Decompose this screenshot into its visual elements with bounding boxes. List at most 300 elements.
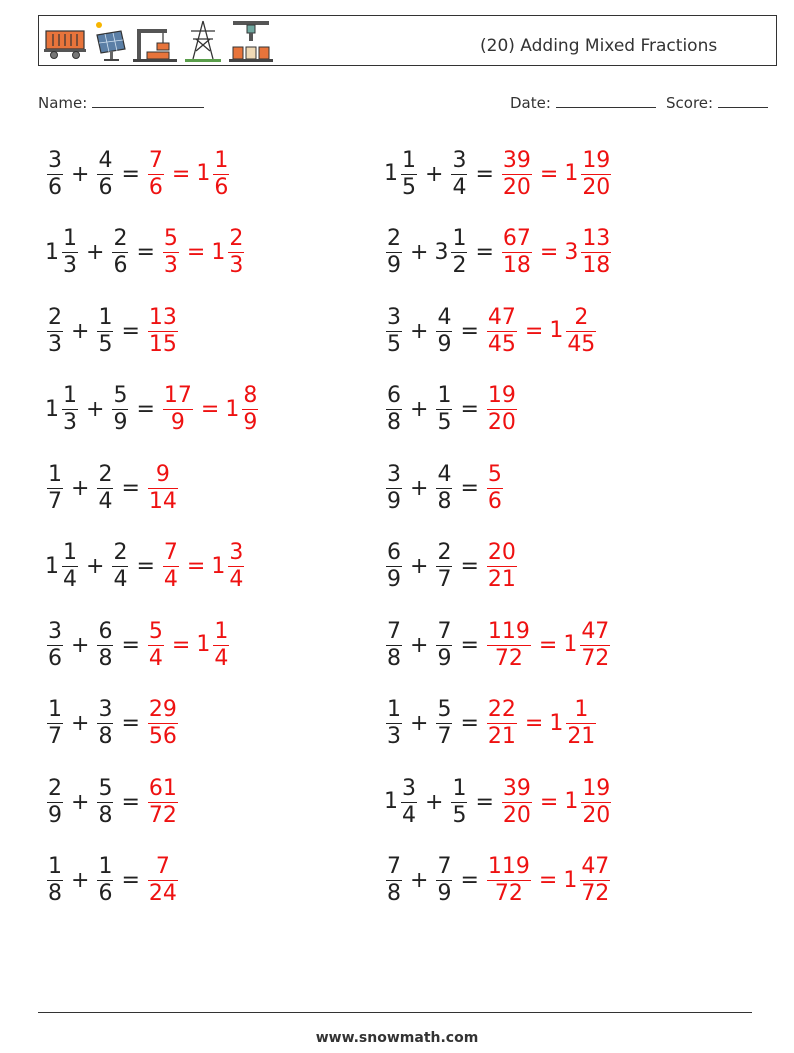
- problem-7: [45, 378, 260, 442]
- problem-19: [45, 849, 180, 913]
- denominator: 4: [402, 802, 416, 828]
- denominator: 6: [487, 488, 502, 514]
- fraction: [148, 305, 178, 358]
- denominator: 9: [113, 410, 128, 435]
- numerator: 5: [487, 461, 502, 487]
- fraction: [436, 697, 452, 750]
- fraction: [148, 776, 178, 829]
- answer-equals-sign: =: [171, 161, 191, 187]
- numerator: 3: [402, 775, 416, 801]
- answer-mixed: [564, 776, 613, 829]
- denominator: 5: [452, 802, 467, 828]
- whole-part: 3: [434, 239, 449, 265]
- mixed-number: [95, 462, 115, 515]
- denominator: 9: [387, 253, 401, 278]
- numerator: 2: [113, 540, 128, 565]
- denominator: 3: [229, 253, 244, 278]
- fraction: [97, 776, 113, 829]
- denominator: 9: [170, 410, 185, 435]
- denominator: 7: [437, 724, 452, 749]
- answer-mixed: [225, 383, 260, 436]
- numerator: 17: [163, 383, 192, 408]
- denominator: 21: [567, 724, 596, 749]
- numerator: 13: [582, 226, 611, 251]
- denominator: 3: [63, 253, 77, 278]
- fraction: [386, 383, 402, 436]
- numerator: 7: [437, 854, 452, 879]
- fraction: [487, 540, 517, 593]
- numerator: 3: [48, 618, 62, 644]
- fraction: [97, 148, 113, 201]
- answer-improper: [485, 305, 519, 358]
- numerator: 8: [243, 383, 258, 408]
- equals-sign: =: [136, 397, 155, 422]
- denominator: 9: [387, 567, 401, 592]
- denominator: 9: [48, 802, 62, 828]
- numerator: 20: [487, 540, 516, 565]
- fraction: [451, 148, 467, 201]
- denominator: 18: [502, 253, 531, 278]
- equals-sign: =: [121, 161, 140, 187]
- answer-improper: [146, 697, 180, 750]
- answer-equals-sign: =: [539, 240, 559, 265]
- denominator: 9: [437, 881, 452, 906]
- mixed-number: [449, 148, 469, 201]
- problem-16: [384, 692, 598, 756]
- mixed-number: [384, 462, 404, 515]
- fraction: [436, 462, 452, 515]
- answer-improper: [485, 854, 533, 907]
- whole-part: 1: [564, 789, 579, 814]
- fraction: [47, 697, 63, 750]
- numerator: 1: [452, 775, 467, 801]
- mixed-number: [45, 540, 80, 593]
- mixed-number: [45, 226, 80, 279]
- answer-equals-sign: =: [539, 161, 559, 187]
- date-blank[interactable]: [556, 92, 656, 108]
- fraction: [112, 383, 128, 436]
- denominator: 6: [98, 174, 113, 200]
- denominator: 20: [582, 802, 611, 828]
- fraction: [436, 383, 452, 436]
- denominator: 3: [63, 410, 77, 435]
- train-wagon-icon: [43, 21, 87, 61]
- fraction: [97, 854, 113, 907]
- plus-sign: +: [410, 240, 429, 265]
- mixed-number: [110, 383, 130, 436]
- fraction: [386, 462, 402, 515]
- numerator: 5: [437, 697, 452, 722]
- problem-14: [384, 613, 612, 677]
- denominator: 15: [148, 331, 177, 357]
- equals-sign: =: [460, 397, 479, 422]
- fraction: [386, 226, 402, 279]
- numerator: 2: [574, 304, 589, 330]
- equals-sign: =: [475, 240, 494, 265]
- numerator: 19: [582, 147, 611, 173]
- numerator: 3: [229, 540, 244, 565]
- fraction: [581, 226, 611, 279]
- fraction: [97, 619, 113, 672]
- denominator: 9: [437, 331, 452, 357]
- denominator: 72: [494, 645, 523, 671]
- answer-mixed: [196, 619, 231, 672]
- numerator: 1: [48, 461, 62, 487]
- numerator: 19: [487, 383, 516, 408]
- fraction: [97, 305, 113, 358]
- answer-improper: [485, 462, 505, 515]
- whole-part: 1: [563, 867, 578, 893]
- denominator: 4: [148, 645, 163, 671]
- mixed-number: [45, 697, 65, 750]
- answer-improper: [146, 619, 166, 672]
- mixed-number: [45, 148, 65, 201]
- problem-15: [45, 692, 180, 756]
- numerator: 7: [148, 147, 163, 173]
- numerator: 2: [113, 226, 128, 251]
- denominator: 7: [437, 567, 452, 592]
- numerator: 3: [48, 147, 62, 173]
- fraction: [47, 462, 63, 515]
- numerator: 47: [581, 854, 610, 879]
- numerator: 39: [502, 775, 531, 801]
- numerator: 7: [437, 618, 452, 644]
- whole-part: 1: [45, 396, 59, 422]
- plus-sign: +: [71, 632, 90, 658]
- whole-part: 3: [564, 239, 579, 265]
- plus-sign: +: [71, 711, 90, 736]
- fraction: [401, 148, 417, 201]
- denominator: 4: [63, 567, 77, 592]
- denominator: 4: [452, 174, 467, 200]
- whole-part: 1: [211, 553, 226, 579]
- fraction: [47, 854, 63, 907]
- factory-icon: [229, 19, 273, 63]
- denominator: 6: [48, 174, 62, 200]
- numerator: 1: [387, 697, 401, 722]
- mixed-number: [384, 776, 419, 829]
- whole-part: 1: [384, 789, 398, 814]
- answer-mixed: [211, 540, 246, 593]
- mixed-number: [95, 854, 115, 907]
- fraction: [112, 540, 128, 593]
- whole-part: 1: [45, 239, 59, 265]
- equals-sign: =: [121, 711, 140, 736]
- numerator: 7: [155, 854, 170, 879]
- equals-sign: =: [460, 711, 479, 736]
- mixed-number: [384, 305, 404, 358]
- answer-improper: [161, 226, 181, 279]
- mixed-number: [384, 854, 404, 907]
- numerator: 3: [452, 147, 467, 173]
- fraction: [112, 226, 128, 279]
- numerator: 2: [48, 304, 62, 330]
- fraction: [502, 226, 532, 279]
- denominator: 5: [437, 410, 452, 435]
- score-field: [666, 92, 768, 112]
- fraction: [487, 383, 517, 436]
- answer-mixed: [563, 854, 612, 907]
- mixed-number: [45, 854, 65, 907]
- whole-part: 1: [225, 396, 240, 422]
- plus-sign: +: [410, 868, 429, 893]
- mixed-number: [434, 619, 454, 672]
- mixed-number: [384, 226, 404, 279]
- answer-improper: [485, 383, 519, 436]
- equals-sign: =: [121, 868, 140, 893]
- fraction: [386, 619, 402, 672]
- answer-improper: [161, 383, 195, 436]
- denominator: 3: [387, 724, 401, 749]
- denominator: 5: [402, 174, 416, 200]
- denominator: 21: [487, 567, 516, 592]
- fraction: [436, 540, 452, 593]
- numerator: 3: [387, 461, 401, 487]
- numerator: 5: [148, 618, 163, 644]
- fraction: [148, 854, 178, 907]
- numerator: 1: [48, 697, 62, 722]
- mixed-number: [434, 462, 454, 515]
- denominator: 3: [48, 331, 62, 357]
- denominator: 8: [98, 645, 113, 671]
- denominator: 8: [48, 881, 62, 906]
- fraction: [148, 697, 178, 750]
- problem-8: [384, 378, 519, 442]
- numerator: 22: [487, 697, 516, 722]
- answer-improper: [500, 776, 534, 829]
- numerator: 4: [437, 304, 452, 330]
- denominator: 3: [163, 253, 178, 278]
- mixed-number: [434, 226, 469, 279]
- denominator: 72: [581, 881, 610, 906]
- date-field: [510, 92, 656, 112]
- problem-13: [45, 613, 231, 677]
- name-label: Name:: [38, 94, 88, 112]
- denominator: 72: [581, 645, 610, 671]
- denominator: 8: [98, 724, 113, 749]
- fraction: [148, 619, 164, 672]
- answer-equals-sign: =: [538, 632, 558, 658]
- fraction: [386, 305, 402, 358]
- numerator: 1: [63, 383, 77, 408]
- problem-20: [384, 849, 612, 913]
- mixed-number: [95, 697, 115, 750]
- denominator: 45: [567, 331, 596, 357]
- date-label: Date:: [510, 94, 551, 112]
- denominator: 72: [494, 881, 523, 906]
- score-label: Score:: [666, 94, 714, 112]
- fraction: [487, 697, 517, 750]
- numerator: 1: [63, 540, 77, 565]
- numerator: 1: [452, 226, 467, 251]
- answer-improper: [161, 540, 181, 593]
- denominator: 8: [98, 802, 113, 828]
- fraction: [487, 462, 503, 515]
- numerator: 1: [574, 697, 589, 722]
- fraction: [386, 697, 402, 750]
- mixed-number: [45, 305, 65, 358]
- problem-6: [384, 299, 598, 363]
- mixed-number: [45, 619, 65, 672]
- plus-sign: +: [410, 318, 429, 344]
- equals-sign: =: [460, 318, 479, 344]
- mixed-number: [45, 383, 80, 436]
- fraction: [436, 854, 452, 907]
- plus-sign: +: [71, 789, 90, 815]
- denominator: 6: [214, 174, 229, 200]
- numerator: 13: [148, 304, 177, 330]
- numerator: 2: [229, 226, 244, 251]
- numerator: 6: [387, 383, 401, 408]
- equals-sign: =: [460, 632, 479, 658]
- denominator: 4: [163, 567, 178, 592]
- mixed-number: [110, 540, 130, 593]
- fraction: [580, 854, 610, 907]
- numerator: 19: [582, 775, 611, 801]
- fraction: [487, 619, 531, 672]
- name-blank[interactable]: [92, 92, 204, 108]
- fraction: [62, 226, 78, 279]
- score-blank[interactable]: [718, 92, 768, 108]
- numerator: 39: [502, 147, 531, 173]
- equals-sign: =: [121, 318, 140, 344]
- fraction: [213, 619, 229, 672]
- denominator: 5: [387, 331, 401, 357]
- fraction: [580, 619, 610, 672]
- fraction: [487, 854, 531, 907]
- mixed-number: [434, 540, 454, 593]
- answer-mixed: [211, 226, 246, 279]
- worksheet-header: [38, 15, 777, 66]
- denominator: 6: [148, 174, 163, 200]
- denominator: 4: [214, 645, 229, 671]
- numerator: 3: [387, 304, 401, 330]
- numerator: 7: [387, 854, 401, 879]
- answer-mixed: [563, 619, 612, 672]
- answer-improper: [146, 854, 180, 907]
- mixed-number: [95, 305, 115, 358]
- numerator: 4: [98, 147, 113, 173]
- numerator: 2: [48, 775, 62, 801]
- footer-url: www.snowmath.com: [315, 1030, 479, 1046]
- denominator: 6: [113, 253, 128, 278]
- fraction: [581, 776, 611, 829]
- answer-improper: [500, 226, 534, 279]
- denominator: 14: [148, 488, 177, 514]
- mixed-number: [384, 383, 404, 436]
- numerator: 47: [487, 304, 516, 330]
- problem-10: [384, 456, 505, 520]
- fraction: [148, 462, 178, 515]
- numerator: 29: [148, 697, 177, 722]
- fraction: [47, 619, 63, 672]
- mixed-number: [95, 619, 115, 672]
- whole-part: 1: [549, 318, 564, 343]
- plus-sign: +: [71, 318, 90, 344]
- answer-improper: [146, 776, 180, 829]
- answer-equals-sign: =: [539, 789, 559, 815]
- denominator: 7: [48, 488, 62, 514]
- denominator: 7: [48, 724, 62, 749]
- denominator: 45: [487, 331, 516, 357]
- fraction: [401, 776, 417, 829]
- numerator: 1: [63, 226, 77, 251]
- whole-part: 1: [549, 710, 564, 736]
- denominator: 5: [98, 331, 113, 357]
- numerator: 5: [163, 226, 178, 251]
- denominator: 20: [582, 174, 611, 200]
- numerator: 6: [387, 540, 401, 565]
- fraction: [163, 226, 179, 279]
- power-tower-icon: [183, 19, 223, 63]
- fraction: [228, 540, 244, 593]
- problem-4: [384, 221, 613, 285]
- mixed-number: [434, 383, 454, 436]
- equals-sign: =: [460, 475, 479, 501]
- answer-equals-sign: =: [524, 711, 544, 736]
- mixed-number: [384, 619, 404, 672]
- problem-1: [45, 142, 231, 206]
- answer-equals-sign: =: [171, 632, 191, 658]
- answer-equals-sign: =: [538, 868, 558, 893]
- equals-sign: =: [121, 632, 140, 658]
- denominator: 2: [452, 253, 467, 278]
- equals-sign: =: [136, 240, 155, 265]
- denominator: 8: [387, 881, 401, 906]
- answer-mixed: [564, 148, 613, 201]
- fraction: [566, 305, 596, 358]
- header-icons: [43, 18, 273, 64]
- problem-17: [45, 770, 180, 834]
- answer-equals-sign: =: [186, 554, 206, 579]
- solar-panel-icon: [93, 19, 127, 63]
- fraction: [47, 305, 63, 358]
- whole-part: 1: [384, 161, 398, 186]
- plus-sign: +: [410, 711, 429, 736]
- denominator: 20: [502, 174, 531, 200]
- fraction: [163, 383, 193, 436]
- mixed-number: [110, 226, 130, 279]
- equals-sign: =: [121, 789, 140, 815]
- problem-3: [45, 221, 246, 285]
- plus-sign: +: [410, 554, 429, 579]
- mixed-number: [434, 697, 454, 750]
- answer-equals-sign: =: [200, 397, 220, 422]
- numerator: 119: [487, 854, 530, 879]
- plus-sign: +: [410, 632, 429, 658]
- worksheet-title: (20) Adding Mixed Fractions: [480, 36, 718, 56]
- denominator: 18: [582, 253, 611, 278]
- fraction: [436, 619, 452, 672]
- fraction: [242, 383, 258, 436]
- numerator: 67: [502, 226, 531, 251]
- crane-icon: [133, 19, 177, 63]
- fraction: [228, 226, 244, 279]
- equals-sign: =: [475, 789, 494, 815]
- fraction: [213, 148, 229, 201]
- denominator: 20: [502, 802, 531, 828]
- mixed-number: [434, 854, 454, 907]
- fraction: [62, 540, 78, 593]
- numerator: 7: [163, 540, 178, 565]
- whole-part: 1: [564, 161, 579, 186]
- numerator: 6: [98, 618, 113, 644]
- fraction: [97, 697, 113, 750]
- mixed-number: [449, 776, 469, 829]
- fraction: [502, 148, 532, 201]
- numerator: 1: [402, 147, 416, 173]
- whole-part: 1: [196, 632, 211, 657]
